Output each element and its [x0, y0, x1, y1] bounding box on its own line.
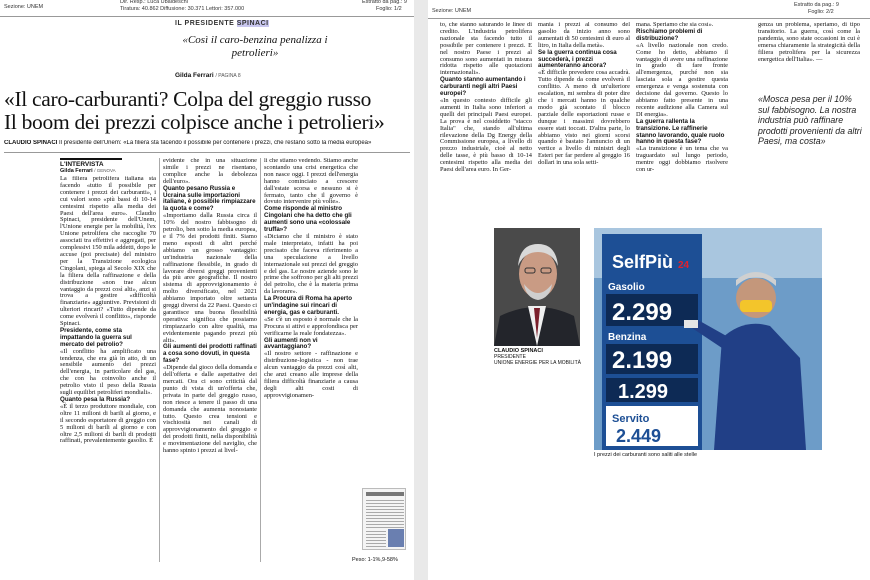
byline-place: / GENOVA	[94, 168, 116, 173]
circulation-line: Tiratura: 40.862 Diffusione: 30.371 Lettori: 357.000	[120, 6, 245, 12]
editor-line: Dir. Resp.: Luca Ubaldeschi	[120, 0, 188, 5]
weight-label: Peso: 1-1%,9-58%	[352, 557, 398, 563]
thumb-headline	[366, 492, 404, 496]
col2-answer-2: «Dipende dal gioco della domanda e dell'offerta e dalle aspettative dei mercati. Ora ci sono criticità dal punto di vista di un'offerta che, privata in parte del greggio russo, non riesce a tenere il passo di una domanda che aumenta nonostante tutto. Questo crea tensioni e vischiosità nei canali di approvvigionamento del greggio e dei prodotti finiti, nella disponibilità e movimentazione del naviglio, che hanno spinto i prezzi ai livel-	[163, 364, 257, 455]
sheet-number: Foglio: 1/2	[376, 6, 402, 12]
header-rule	[428, 18, 870, 19]
p2-col2-answer-1: «È difficile prevedere cosa accadrà. Tutto dipende da come evolverà il conflitto. A meno di un'ulteriore escalation, mi sembra di poter dire che i mercati hanno in qualche modo già scontato il blocco parziale delle esportazioni russe e dunque i massimi dovrebbero essere stati toccati. D'altra parte, lo abbiamo visto nei giorni scorsi quando è bastato l'annuncio di un vertice a livello di ministri degli Esteri per far perdere al greggio 16 dollari in una sola setti-	[538, 69, 630, 167]
page-header	[0, 0, 414, 16]
pump-price-1: 2.299	[612, 299, 673, 326]
col1-lead: La filiera petrolifera italiana sta facendo «tutto il possibile per contenere i prezzi dei carburanti», i cui valori sono «più bassi di 10-14 centesimi rispetto alla media dei Paesi dell'area euro». Claudio Spinaci, presidente dell'Unem, l'Unione energie per la mobilità, l'ex Unione petrolifera che raccoglie 70 associati tra effettivi e aggregati, per complessivi 150 mila addetti, dopo le accuse (poi precisate) del ministro per la Transizione ecologica Cingolani, spiega al Secolo XIX che la filiera della raffinazione e della distribuzione «non trae alcun vantaggio da prezzi così alti», anzi si trova a gestire «difficoltà finanziarie» aggiuntive. Previsioni di ulteriori rincari? «Tutto dipende da come evolverà il conflitto», risponde Spinaci.	[60, 176, 156, 328]
col1-answer-1: «Il conflitto ha amplificato una tendenza, che era già in atto, di un sensibile aumento dei prezzi dell'energia, in particolare del gas, che con ha coinvolto anche il petrolio visto il peso della Russia sugli equilibri petroliferi mondiali».	[60, 347, 156, 397]
p2-col1-text-1: to, che stanno saturando le linee di credito. L'industria petrolifera nazionale sta facendo tutto il possibile per contenere i prezzi. E nel nostro Paese i prezzi al consumo sono aumentati in misura ridotta rispetto alle quotazioni internazionali».	[440, 22, 532, 77]
headline-line-2: Il boom dei prezzi colpisce anche i petrolieri»	[4, 110, 385, 134]
p2-col3-answer-2: «La transizione è un tema che va traguardato sul lungo periodo, mentre oggi dobbiamo risolvere con ur-	[636, 145, 728, 174]
front-subhead: «Così il caro-benzina penalizza i petrolieri»	[182, 34, 328, 59]
author-name: Gilda Ferrari	[175, 72, 214, 79]
col3-question-1: Come risponde al ministro Cingolani che ha detto che gli aumenti sono una «colossale truffa»?	[264, 205, 352, 234]
fuel-station-photo	[594, 228, 822, 450]
p2-col1-question-1: Quanto stanno aumentando i carburanti negli altri Paesi europei?	[440, 76, 526, 98]
extract-page: Estratto da pag.: 9	[362, 0, 407, 5]
col2-answer-1: «Importiamo dalla Russia circa il 10% del nostro fabbisogno di petrolio, ben sotto la media europea, e il 7% dei prodotti finiti. Siamo meno esposti di altri perché abbiamo un grosso vantaggio: un'industria nazionale della raffinazione flessibile, in grado di lavorare diversi greggi provenienti da più aree geografiche. Il nostro sistema di approvvigionamento è molto diversificato, nel 2021 abbiamo importato oltre settanta greggi diversi da 22 Paesi. Questo ci garantisce una buona flessibilità operativa: significa che possiamo rimpiazzarlo con altre qualità, ma evidentemente pagando prezzi più alti».	[163, 212, 257, 344]
p2-col3-question-1: Rischiamo problemi di distribuzione?	[636, 27, 703, 42]
article-byline	[60, 168, 122, 174]
article-column-7	[758, 22, 860, 92]
article-column-2	[163, 158, 257, 562]
caption-name: CLAUDIO SPINACI	[494, 348, 543, 354]
portrait-photo	[494, 228, 580, 346]
page-header	[428, 0, 870, 16]
col1-question-1: Presidente, come sta impattando la guerra sul mercato del petrolio?	[60, 326, 132, 348]
headline	[4, 88, 414, 134]
portrait-caption	[494, 348, 594, 366]
section-label: L'INTERVISTA	[60, 158, 122, 168]
caption-organisation: UNIONE ENERGIE PER LA MOBILITÀ	[494, 360, 581, 366]
article-column-4	[440, 22, 532, 226]
p2-col3-question-2: La guerra rallenta la transizione. Le raffinerie stanno lavorando, quale ruolo hanno in questa fase?	[636, 117, 725, 146]
pump-brand-number: 24	[678, 260, 690, 271]
kicker-highlight: SPINACI	[236, 20, 269, 27]
front-author	[175, 72, 241, 79]
standfirst	[4, 140, 414, 146]
thumb-photo	[388, 529, 404, 547]
pump-label-1: Gasolio	[608, 282, 645, 293]
fuel-photo-caption: I prezzi dei carburanti sono saliti alle stelle	[594, 452, 698, 458]
byline-name: Gilda Ferrari	[60, 168, 93, 174]
standfirst-text: Il presidente dell'Unem: «La filiera sta facendo il possibile per contenere i prezzi, che restano sotto la media europea»	[57, 140, 372, 146]
p2-col3-answer-1: «A livello nazionale non credo. Come ho detto, abbiamo il vantaggio di avere una raffinazione in grado di fare fronte all'emergenza, purché non sia lasciata sola a gestire questa emergenza e venga sostenuta con decisione dal governo. Questo lo abbiamo fatto presente in una recente audizione alla Camera sul DI energia».	[636, 41, 728, 118]
header-rule	[0, 16, 414, 17]
pump-price-2: 2.199	[612, 347, 673, 374]
col3-answer-2: «Se c'è un esposto è normale che la Procura si attivi e approfondisca per verificarne la reale fondatezza».	[264, 315, 358, 337]
page-1	[0, 0, 414, 580]
pump-label-2: Benzina	[608, 332, 647, 343]
headline-rule	[4, 152, 410, 153]
article-column-3	[264, 158, 358, 562]
page-thumbnail	[362, 488, 406, 550]
kicker	[175, 20, 269, 27]
extract-page: Estratto da pag.: 9	[794, 2, 839, 8]
section-name: Sezione: UNEM	[4, 4, 44, 10]
col1-answer-2: «È il terzo produttore mondiale, con oltre 11 milioni di barili al giorno, e il secondo esportatore di greggio con 5 milioni di barili al giorno e con oltre 2,5 milioni di barili di prodotti raffinati, prevalentemente gasolio. È	[60, 402, 156, 445]
p2-col4-text-1: genza un problema, speriamo, di tipo transitorio. La guerra, così come la pandemia, sono state occasioni in cui è emersa chiaramente la strategicità della filiera petrolifera per la sicurezza energetica dell'Italia». —	[758, 22, 860, 63]
col2-text-1: evidente che in una situazione simile i prezzi ne risentano, complice anche la debolezza dell'euro».	[163, 158, 257, 185]
p2-col2-question-1: Se la guerra continua cosa succederà, i prezzi aumenteranno ancora?	[538, 48, 617, 70]
caption-role: PRESIDENTE	[494, 354, 526, 360]
section-name: Sezione: UNEM	[432, 8, 472, 14]
col3-answer-1: «Diciamo che il ministro è stato male interpretato, infatti ha poi precisato che faceva riferimento a una speculazione a livello internazionale sui prezzi del greggio e del gas. Le nostre aziende sono le prime che soffrono per gli alti prezzi del petrolio, che è la materia prima da lavorare».	[264, 232, 358, 296]
col3-question-2: La Procura di Roma ha aperto un'indagine sui rincari di energia, gas e carburanti.	[264, 295, 353, 316]
author-place: / PAGINA 8	[215, 73, 241, 79]
article-column-5	[538, 22, 630, 226]
col2-question-1: Quanto pesano Russia e Ucraina sulle importazioni italiane, è possibile rimpiazzare la quota e come?	[163, 184, 256, 213]
article-column-1	[60, 176, 156, 562]
pump-label-4: Servito	[612, 413, 650, 425]
thumb-text	[366, 500, 404, 528]
col3-answer-3: «Il nostro settore - raffinazione e distribuzione-logistica - non trae alcun vantaggio da prezzi così alti, che anzi creano alle imprese della filiera difficoltà finanziarie a causa degli alti costi di approvvigionamen-	[264, 350, 358, 399]
fuel-sign-illustration	[594, 228, 822, 450]
column-divider	[260, 158, 261, 562]
kicker-prefix: IL PRESIDENTE	[175, 20, 237, 27]
p2-col1-answer-1: «In questo contesto difficile gli aumenti in Italia sono inferiori a quelli dei principali Paesi europei. La prova è nel cosiddetto "stacco Italia" che, stando all'ultima rilevazione della Dg Energy della Commissione europea, a livello di prezzo industriale, cioè al netto delle tasse, è più basso di 10-14 centesimi rispetto alla media dei Paesi dell'area euro. In Ger-	[440, 96, 532, 174]
thumb-text	[366, 531, 386, 547]
sheet-number: Foglio: 2/2	[808, 9, 834, 15]
portrait-illustration	[494, 228, 580, 346]
column-divider	[159, 158, 160, 562]
pull-quote: «Mosca pesa per il 10% sul fabbisogno. La nostra industria può raffinare prodotti provenienti da altri Paesi, ma costa»	[758, 94, 862, 146]
col1-question-2: Quanto pesa la Russia?	[60, 396, 131, 403]
p2-col3-text-1: mana. Speriamo che sia così».	[636, 22, 714, 28]
standfirst-name: CLAUDIO SPINACI	[4, 140, 58, 146]
headline-line-1: «Il caro-carburanti? Colpa del greggio russo	[4, 87, 372, 111]
col3-text-1: li che stiamo vedendo. Stiamo anche scontando una crisi energetica che non nasce oggi. I prezzi dell'energia hanno cominciato a crescere dall'estate scorsa e nessuno si è fermato, tanto che il governo è dovuto intervenire più volte».	[264, 158, 358, 206]
page-2	[428, 0, 870, 580]
col2-question-2: Gli aumenti dei prodotti raffinati a cosa sono dovuti, in questa fase?	[163, 343, 257, 365]
pump-price-3: 1.299	[618, 381, 669, 403]
pump-price-4: 2.449	[616, 426, 662, 446]
col3-question-3: Gli aumenti non vi avvantaggiano?	[264, 336, 318, 351]
article-column-6	[636, 22, 728, 226]
p2-col2-text-1: mania i prezzi al consumo del gasolio da inizio anno sono aumentati di 50 centesimi di euro al litro, in Italia della metà».	[538, 22, 630, 49]
pump-brand: SelfPiù	[612, 252, 674, 272]
